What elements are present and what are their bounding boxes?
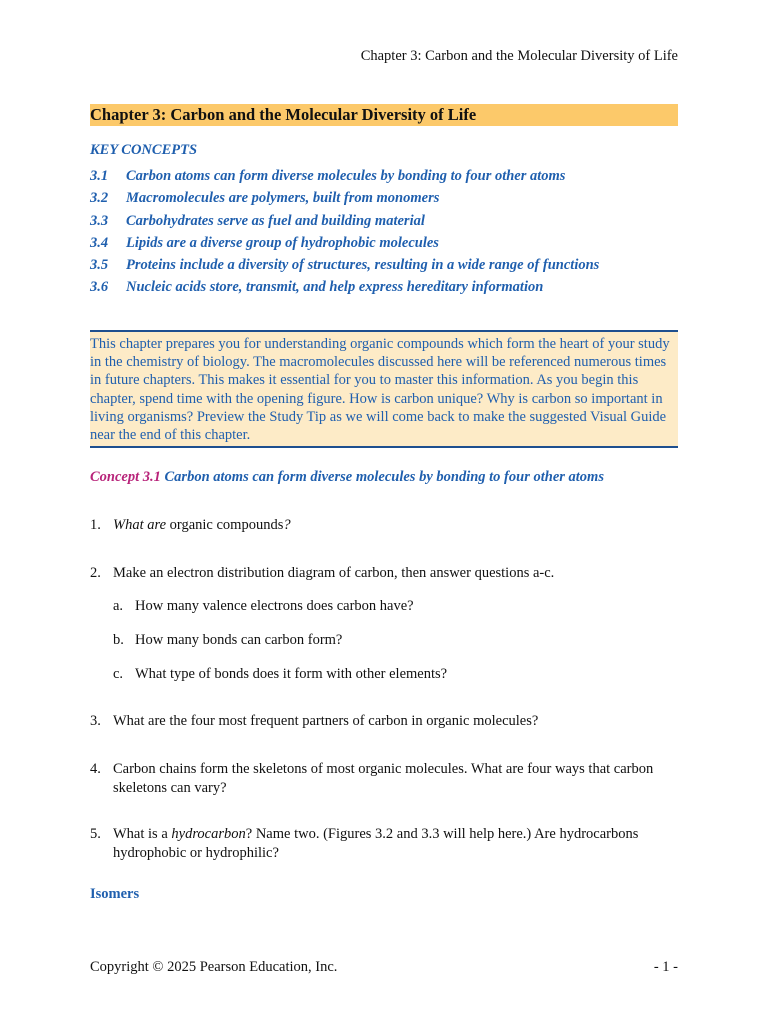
- key-concept-number: 3.5: [90, 257, 109, 274]
- key-concept-text: Carbohydrates serve as fuel and building material: [126, 212, 425, 229]
- key-concept-text: Lipids are a diverse group of hydrophobic molecules: [126, 234, 439, 251]
- key-concept-item: [90, 235, 678, 257]
- key-concept-number: 3.4: [90, 234, 109, 251]
- concept-label: Concept 3.1: [90, 469, 161, 485]
- key-concept-item: [90, 168, 678, 190]
- sub-question-letter: b.: [113, 632, 124, 648]
- key-concept-number: 3.1: [90, 168, 109, 184]
- key-concept-number: 3.2: [90, 190, 109, 207]
- key-concept-number: 3.6: [90, 279, 109, 296]
- footer-page-number: - 1 -: [653, 959, 678, 975]
- question-text: [113, 516, 678, 535]
- question-italic-text: hydrocarbon: [171, 826, 246, 842]
- question-3: [90, 712, 678, 731]
- key-concept-text: Macromolecules are polymers, built from monomers: [126, 190, 440, 207]
- key-concept-number: 3.3: [90, 212, 109, 229]
- key-concept-text: Carbon atoms can form diverse molecules by bonding to four other atoms: [126, 168, 566, 184]
- question-plain-text: ? Name two. (Figures 3.2 and 3.3 will help here.) Are hydrocarbons hydrophobic or hydrophilic?: [113, 826, 639, 861]
- question-5: [90, 825, 678, 862]
- question-2: [90, 564, 678, 583]
- key-concept-item: [90, 213, 678, 235]
- sub-question-text: How many valence electrons does carbon have?: [135, 598, 414, 614]
- key-concept-item: [90, 279, 678, 301]
- question-text: [113, 825, 678, 862]
- running-header: Chapter 3: Carbon and the Molecular Diversity of Life: [360, 48, 678, 64]
- sub-question-letter: a.: [113, 598, 124, 614]
- key-concept-text: Nucleic acids store, transmit, and help express hereditary information: [126, 279, 544, 296]
- key-concept-item: [90, 257, 678, 279]
- question-text: Carbon chains form the skeletons of most organic molecules. What are four ways that carbon skeletons can vary?: [113, 761, 654, 796]
- question-plain-text: What is a: [113, 826, 172, 842]
- concept-heading: [90, 469, 604, 486]
- sub-question-letter: c.: [113, 666, 124, 682]
- question-1: [90, 516, 678, 535]
- key-concepts-heading: KEY CONCEPTS: [90, 142, 198, 158]
- question-number: 2.: [90, 565, 101, 581]
- sub-question-text: How many bonds can carbon form?: [135, 632, 343, 648]
- question-italic-text: What are: [113, 517, 167, 533]
- question-4: [90, 760, 678, 797]
- key-concept-item: [90, 190, 678, 212]
- sub-question-b: [113, 632, 678, 649]
- question-text: What are the four most frequent partners of carbon in organic molecules?: [113, 713, 539, 729]
- question-text: Make an electron distribution diagram of carbon, then answer questions a-c.: [113, 565, 555, 581]
- key-concepts-list: [90, 168, 678, 302]
- question-number: 4.: [90, 761, 101, 777]
- question-number: 1.: [90, 517, 101, 533]
- question-italic-text: ?: [283, 517, 291, 533]
- question-plain-text: organic compounds: [166, 517, 284, 533]
- concept-title: Carbon atoms can form diverse molecules by bonding to four other atoms: [164, 469, 604, 485]
- chapter-intro-box: [90, 330, 678, 448]
- section-heading-isomers: Isomers: [90, 886, 140, 902]
- question-number: 3.: [90, 713, 101, 729]
- sub-question-text: What type of bonds does it form with other elements?: [135, 666, 448, 682]
- intro-text: This chapter prepares you for understanding organic compounds which form the heart of your study in the chemistry of biology. The macromolecules discussed here will be referenced numerous times in future chapters. This makes it essential for you to master this information. As you begin this chapter, spend time with the opening figure. How is carbon unique? Why is carbon so important in living organisms? Preview the Study Tip as we will come back to make the suggested Visual Guide near the end of this chapter.: [90, 336, 670, 444]
- sub-question-a: [113, 598, 678, 615]
- sub-question-c: [113, 666, 678, 683]
- footer-copyright: Copyright © 2025 Pearson Education, Inc.: [90, 959, 338, 975]
- document-page: [90, 0, 678, 1024]
- key-concept-text: Proteins include a diversity of structures, resulting in a wide range of functions: [126, 257, 600, 274]
- chapter-title-banner: Chapter 3: Carbon and the Molecular Diversity of Life: [90, 104, 678, 126]
- question-number: 5.: [90, 826, 101, 842]
